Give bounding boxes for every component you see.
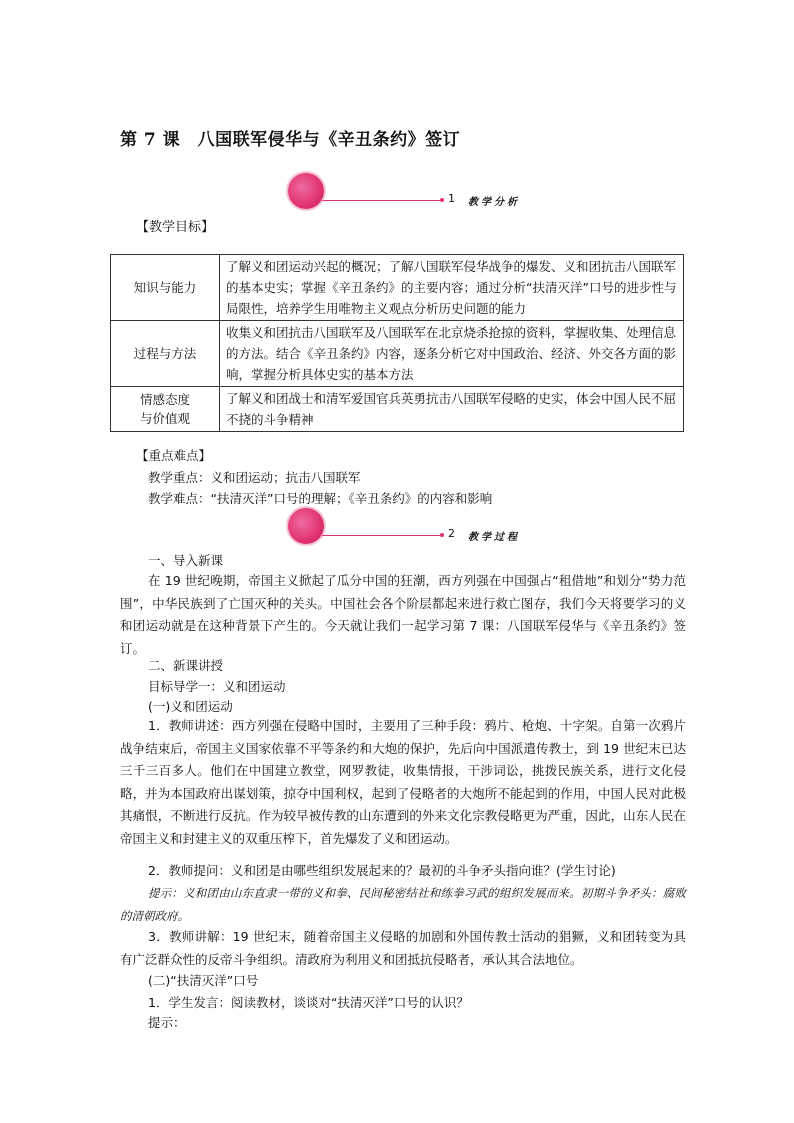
goal-description: 了解义和团运动兴起的概况；了解八国联军侵华战争的爆发、义和团抗击八国联军的基本史实；掌握《辛丑条约》的主要内容；通过分析“扶清灭洋”口号的进步性与局限性，培养学生用唯物主义观点分析历史问题的能力 (220, 255, 684, 321)
goal1-heading: 目标导学一：义和团运动 (148, 679, 286, 694)
table-row (111, 387, 684, 432)
table-row (111, 255, 684, 321)
section-number: 1 (448, 192, 455, 205)
goal-category-line2: 与价值观 (139, 411, 190, 426)
teaching-goals-table (110, 254, 684, 432)
banner-line (322, 200, 442, 201)
intro-paragraph: 在 19 世纪晚期，帝国主义掀起了瓜分中国的狂潮，西方列强在中国强占“租借地”和划分“势力范围”，中华民族到了亡国灭种的关头。中国社会各个阶层都起来进行救亡图存，我们今天将要学习的义和团运动就是在这种背景下产生的。今天就让我们一起学习第 7 课：八国联军侵华与《辛丑条约》签订。 (120, 573, 686, 656)
goal-category: 知识与能力 (111, 255, 220, 321)
part2-heading: 二、新课讲授 (148, 658, 224, 673)
banner-dot (440, 533, 444, 537)
hint2-paragraph: 提示：义和团由山东直隶一带的义和拳、民间秘密结社和练拳习武的组织发展而来。初期斗争矛头：腐败的清朝政府。 (120, 886, 686, 923)
section-banner-process (288, 508, 538, 544)
goal-category: 过程与方法 (111, 321, 220, 387)
section-label: 教学过程 (468, 532, 520, 543)
section-label: 教学分析 (468, 197, 520, 208)
item3-paragraph: 3．教师讲解：19 世纪末，随着帝国主义侵略的加剧和外国传教士活动的猖獗，义和团转变为具有广泛群众性的反帝斗争组织。清政府为利用义和团抵抗侵略者，承认其合法地位。 (120, 929, 686, 967)
goal-description: 了解义和团战士和清军爱国官兵英勇抗击八国联军侵略的史实，体会中国人民不屈不挠的斗争精神 (220, 387, 684, 432)
goals-heading: 【教学目标】 (136, 220, 215, 235)
pink-circle-icon (288, 508, 324, 544)
item2-paragraph: 2．教师提问：义和团是由哪些组织发展起来的？最初的斗争矛头指向谁？(学生讨论) (148, 863, 616, 878)
key-heading: 【重点难点】 (136, 448, 212, 463)
key-point: 教学重点：义和团运动；抗击八国联军 (148, 470, 361, 485)
banner-dot (440, 198, 444, 202)
section-number: 2 (448, 527, 455, 540)
difficult-point: 教学难点：“扶清灭洋”口号的理解；《辛丑条约》的内容和影响 (148, 491, 493, 506)
item4-paragraph: 1．学生发言：阅读教材，谈谈对“扶清灭洋”口号的认识？ (148, 995, 469, 1010)
hint4-paragraph: 提示： (148, 1015, 186, 1030)
page-title: 第 7 课 八国联军侵华与《辛丑条约》签订 (120, 130, 461, 150)
goal-category (111, 387, 220, 432)
goal-description: 收集义和团抗击八国联军及八国联军在北京烧杀抢掠的资料，掌握收集、处理信息的方法。结合《辛丑条约》内容，逐条分析它对中国政治、经济、外交各方面的影响，掌握分析具体史实的基本方法 (220, 321, 684, 387)
goal-category-line1: 情感态度 (139, 392, 190, 407)
part1-heading: 一、导入新课 (148, 553, 224, 568)
section-banner-analysis (288, 173, 538, 209)
banner-line (322, 535, 442, 536)
pink-circle-icon (288, 173, 324, 209)
sub2-heading: (二)“扶清灭洋”口号 (148, 973, 259, 988)
sub1-heading: (一)义和团运动 (148, 699, 233, 714)
table-row (111, 321, 684, 387)
item1-paragraph: 1．教师讲述：西方列强在侵略中国时，主要用了三种手段：鸦片、枪炮、十字架。自第一次鸦片战争结束后，帝国主义国家依靠不平等条约和大炮的保护，先后向中国派遣传教士，到 19 世纪末已达三千三百多人。他们在中国建立教堂，网罗教徒，收集情报，干涉词讼，挑拨民族关系，进行文化侵略，并为本国政府出谋划策，掠夺中国利权，起到了侵略者的大炮所不能起到的作用，中国人民对此极其痛恨，不断进行反抗。作为较早被传教的山东遭到的外来文化宗教侵略更为严重，因此，山东人民在帝国主义和封建主义的双重压榨下，首先爆发了义和团运动。 (120, 718, 686, 846)
